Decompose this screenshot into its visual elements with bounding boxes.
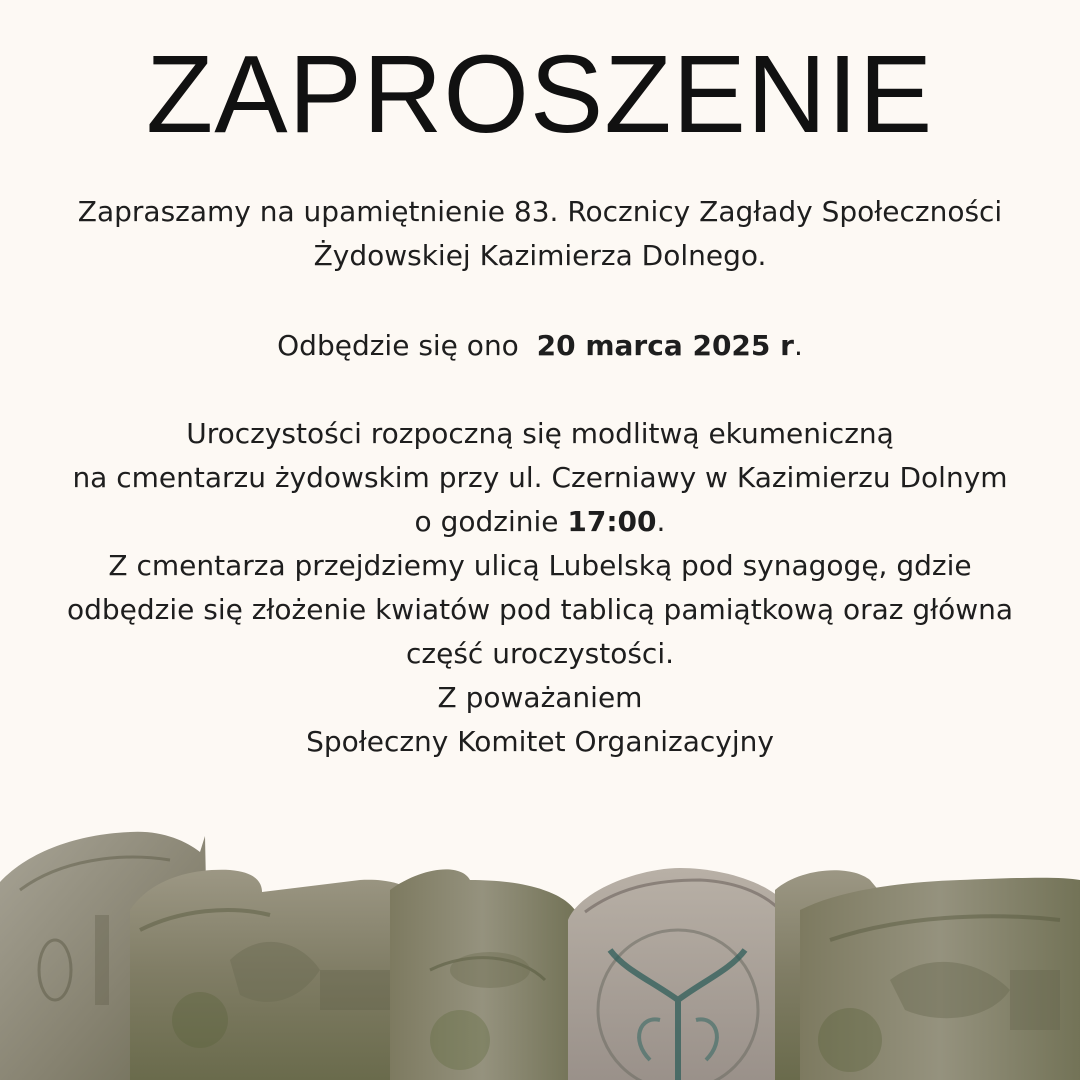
route-line-3: część uroczystości. [406,637,674,670]
invitation-body [0,190,1080,764]
signature-line: Społeczny Komitet Organizacyjny [306,725,774,758]
event-date: 20 marca 2025 r [536,329,794,362]
time-prefix: o godzinie [414,505,568,538]
intro-line-1: Zapraszamy na upamiętnienie 83. Rocznicy Zagłady Społeczności [77,195,1003,228]
ceremony-line-1: Uroczystości rozpoczną się modlitwą ekumeniczną [186,417,894,450]
time-line [0,500,1080,544]
route-line-2: odbędzie się złożenie kwiatów pod tablicą pamiątkową oraz główna [66,593,1014,626]
time-suffix: . [656,505,666,538]
route-line-1: Z cmentarza przejdziemy ulicą Lubelską pod synagogę, gdzie [108,549,972,582]
date-line [0,324,1080,368]
date-suffix: . [793,329,803,362]
invitation-title: ZAPROSZENIE [146,33,934,156]
gravestones-image [0,820,1080,1080]
intro-line-2: Żydowskiej Kazimierza Dolnego. [313,239,767,272]
closing-line: Z poważaniem [437,681,643,714]
ceremony-line-2: na cmentarzu żydowskim przy ul. Czerniawy w Kazimierzu Dolnym [72,461,1008,494]
date-prefix: Odbędzie się ono [277,329,528,362]
event-time: 17:00 [567,505,657,538]
